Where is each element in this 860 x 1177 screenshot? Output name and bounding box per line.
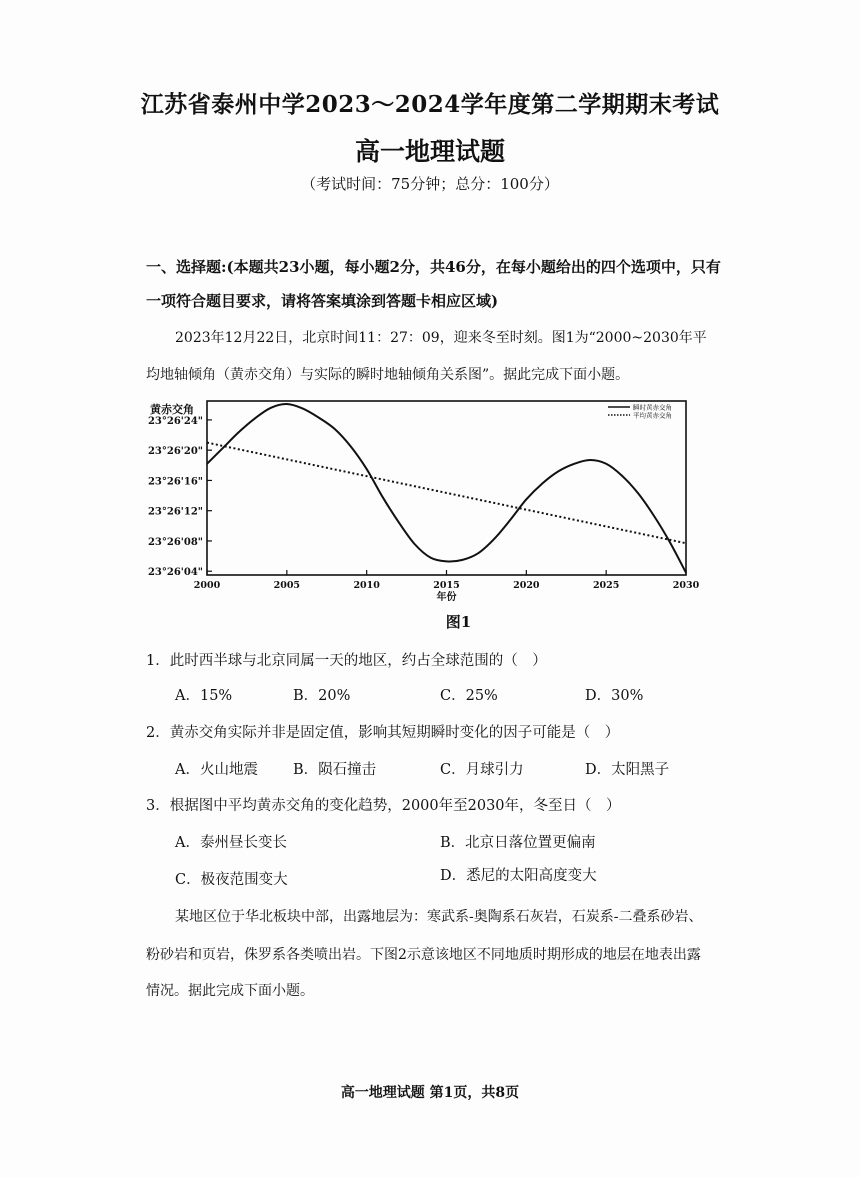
x-tick-label: 2025 <box>592 580 620 591</box>
y-tick-label: 23°26'12" <box>147 506 203 518</box>
x-tick-label: 2000 <box>193 580 221 591</box>
y-tick-label: 23°26'16" <box>147 476 203 488</box>
question-3-option-d: D．悉尼的太阳高度变大 <box>440 868 597 884</box>
question-1-option-c: C．25% <box>440 688 498 704</box>
question-3-option-c: C．极夜范围变大 <box>175 872 288 888</box>
question-3-option-b: B．北京日落位置更偏南 <box>440 835 596 851</box>
school-exam-title: 江苏省泰州中学2023～2024学年度第二学期期末考试 <box>140 91 720 118</box>
series-line-average <box>207 443 686 544</box>
question-1-option-b: B．20% <box>293 688 351 704</box>
material2-line1: 某地区位于华北板块中部，出露地层为：寒武系-奥陶系石灰岩，石炭系-二叠系砂岩、 <box>175 909 703 925</box>
exam-subject-title: 高一地理试题 <box>354 137 505 166</box>
x-tick-label: 2010 <box>353 580 380 591</box>
question-2-option-a: A．火山地震 <box>175 762 258 778</box>
x-tick-label: 2005 <box>273 580 301 591</box>
figure1-caption: 图1 <box>445 613 472 631</box>
figure1-chart <box>140 395 710 610</box>
question-1-option-a: A．15% <box>175 688 233 704</box>
material1-line1: 2023年12月22日，北京时间11：27：09，迎来冬至时刻。图1为“2000~2030年平 <box>175 330 707 346</box>
legend-label: 平均黄赤交角 <box>633 411 672 420</box>
plot-frame <box>207 401 686 575</box>
y-tick-label: 23°26'24" <box>147 415 203 427</box>
x-tick-label: 2030 <box>672 580 700 591</box>
question-2-stem: 2．黄赤交角实际并非是固定值，影响其短期瞬时变化的因子可能是（ ） <box>146 725 620 741</box>
legend-label: 瞬时黄赤交角 <box>633 403 672 412</box>
section-heading-line1: 一、选择题:(本题共23小题，每小题2分，共46分，在每小题给出的四个选项中，只有 <box>146 258 721 276</box>
y-tick-label: 23°26'20" <box>147 446 203 458</box>
question-3-stem: 3．根据图中平均黄赤交角的变化趋势，2000年至2030年，冬至日（ ） <box>146 798 621 814</box>
y-tick-label: 23°26'04" <box>147 567 203 579</box>
y-axis-label: 黄赤交角 <box>150 403 194 416</box>
series-line-instantaneous <box>207 404 686 573</box>
x-tick-label: 2020 <box>513 580 540 591</box>
question-2-option-d: D．太阳黑子 <box>585 762 670 778</box>
question-1-stem: 1．此时西半球与北京同属一天的地区，约占全球范围的（ ） <box>146 653 547 669</box>
question-2-option-b: B．陨石撞击 <box>293 762 377 778</box>
question-2-option-c: C．月球引力 <box>440 762 524 778</box>
y-tick-label: 23°26'08" <box>147 536 203 548</box>
material2-line2: 粉砂岩和页岩，侏罗系各类喷出岩。下图2示意该地区不同地质时期形成的地层在地表出露 <box>146 947 701 963</box>
question-1-option-d: D．30% <box>585 688 644 704</box>
exam-time-info: （考试时间：75分钟；总分：100分） <box>301 175 559 193</box>
question-3-option-a: A．泰州昼长变长 <box>175 835 287 851</box>
section-heading-line2: 一项符合题目要求，请将答案填涂到答题卡相应区域) <box>146 292 499 310</box>
material2-line3: 情况。据此完成下面小题。 <box>146 983 314 999</box>
material1-line2: 均地轴倾角（黄赤交角）与实际的瞬时地轴倾角关系图”。据此完成下面小题。 <box>146 367 630 383</box>
x-tick-label: 2015 <box>433 580 460 591</box>
page-footer: 高一地理试题 第1页，共8页 <box>340 1085 520 1101</box>
x-axis-label: 年份 <box>436 592 457 603</box>
